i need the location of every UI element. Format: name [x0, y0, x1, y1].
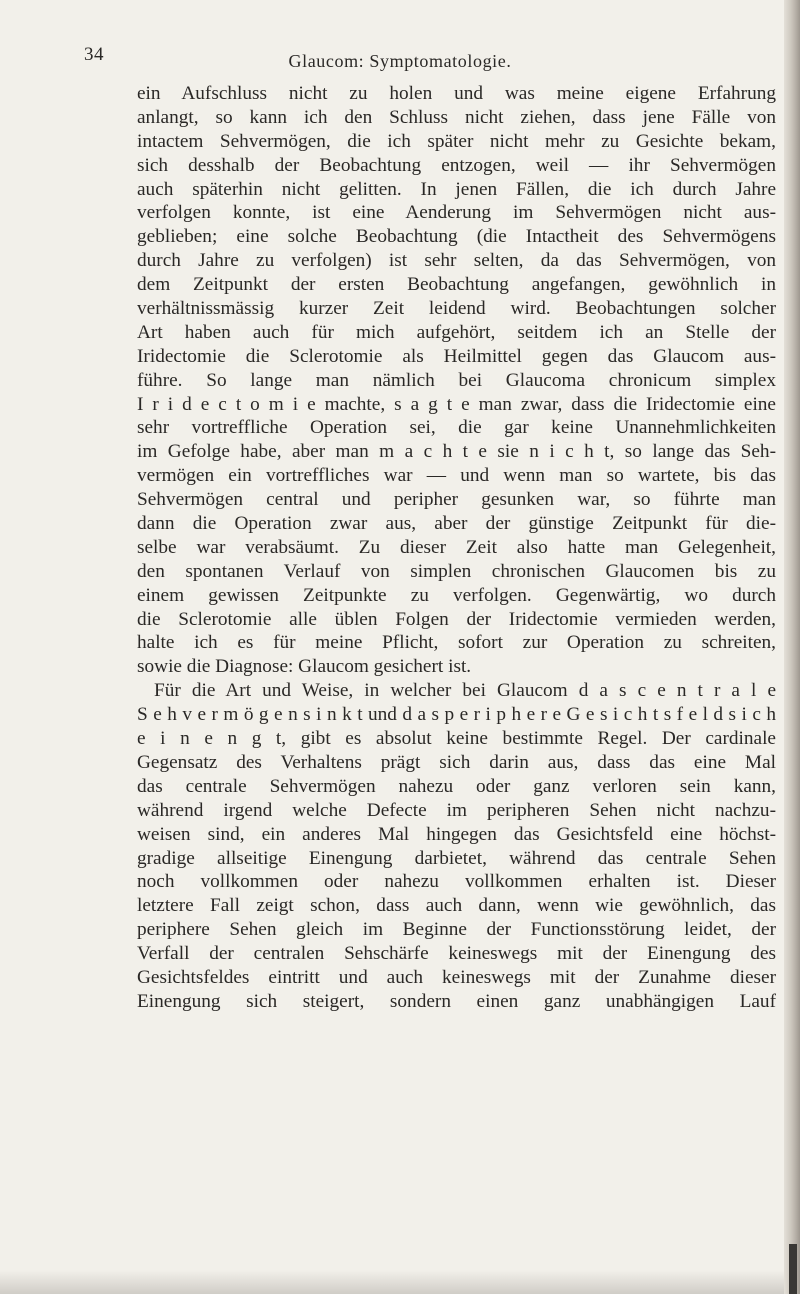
text-line: S e h v e r m ö g e n s i n k t und d a s p e r i p h e r e G e s i c h t s f e l d s i c h: [137, 704, 776, 726]
text-line: geblieben; eine solche Beobachtung (die Intactheit des Sehvermögens: [137, 226, 776, 248]
text-line: e i n e n g t, gibt es absolut keine bestimmte Regel. Der cardinale: [137, 728, 776, 750]
text-line: noch vollkommen oder nahezu vollkommen erhalten ist. Dieser: [137, 871, 776, 893]
text-line: führe. So lange man nämlich bei Glaucoma chronicum simplex: [137, 369, 776, 391]
text-line: Iridectomie die Sclerotomie als Heilmittel gegen das Glaucom aus-: [137, 345, 776, 367]
text-line: selbe war verabsäumt. Zu dieser Zeit also hatte man Gelegenheit,: [137, 536, 776, 558]
text-line: einem gewissen Zeitpunkte zu verfolgen. Gegenwärtig, wo durch: [137, 584, 776, 606]
text-line: Art haben auch für mich aufgehört, seitdem ich an Stelle der: [137, 321, 776, 343]
text-line: Verfall der centralen Sehschärfe keineswegs mit der Einengung des: [137, 943, 776, 965]
paragraph: [137, 679, 776, 1013]
text-line: halte ich es für meine Pflicht, sofort zur Operation zu schreiten,: [137, 632, 776, 654]
text-line: sich desshalb der Beobachtung entzogen, weil — ihr Sehvermögen: [137, 154, 776, 176]
text-line: während irgend welche Defecte im peripheren Sehen nicht nachzu-: [137, 799, 776, 821]
text-line: die Sclerotomie alle üblen Folgen der Iridectomie vermieden werden,: [137, 608, 776, 630]
text-line: durch Jahre zu verfolgen) ist sehr selten, da das Sehvermögen, von: [137, 250, 776, 272]
text-line: im Gefolge habe, aber man m a c h t e sie n i c h t, so lange das Seh-: [137, 441, 776, 463]
body-text: [137, 82, 776, 1014]
text-line: intactem Sehvermögen, die ich später nicht mehr zu Gesichte bekam,: [137, 130, 776, 152]
running-head: Glaucom: Symptomatologie.: [288, 51, 512, 71]
text-line: sowie die Diagnose: Glaucom gesichert ist.: [137, 656, 472, 678]
text-line: Gegensatz des Verhaltens prägt sich darin aus, dass das eine Mal: [137, 751, 776, 773]
text-line: Sehvermögen central und peripher gesunken war, so führte man: [137, 489, 776, 511]
page-bottom-shadow: [0, 1270, 784, 1294]
text-line: sehr vortreffliche Operation sei, die gar keine Unannehmlichkeiten: [137, 417, 776, 439]
text-line: Einengung sich steigert, sondern einen ganz unabhängigen Lauf: [137, 990, 776, 1012]
text-line: verfolgen konnte, ist eine Aenderung im Sehvermögen nicht aus-: [137, 202, 776, 224]
text-line: verhältnissmässig kurzer Zeit leidend wird. Beobachtungen solcher: [137, 298, 776, 320]
text-line: gradige allseitige Einengung darbietet, während das centrale Sehen: [137, 847, 776, 869]
page-number: 34: [84, 44, 104, 65]
text-line: dann die Operation zwar aus, aber der günstige Zeitpunkt für die-: [137, 513, 776, 535]
text-line: periphere Sehen gleich im Beginne der Functionsstörung leidet, der: [137, 919, 776, 941]
paragraph: [137, 82, 776, 679]
text-line: den spontanen Verlauf von simplen chronischen Glaucomen bis zu: [137, 560, 776, 582]
text-line: das centrale Sehvermögen nahezu oder ganz verloren sein kann,: [137, 775, 776, 797]
text-line: Gesichtsfeldes eintritt und auch keineswegs mit der Zunahme dieser: [137, 966, 776, 988]
text-line: anlangt, so kann ich den Schluss nicht ziehen, dass jene Fälle von: [137, 106, 776, 128]
text-line: vermögen ein vortreffliches war — und wenn man so wartete, bis das: [137, 465, 776, 487]
text-line: dem Zeitpunkt der ersten Beobachtung angefangen, gewöhnlich in: [137, 274, 776, 296]
page-edge: [784, 0, 800, 1294]
text-line: letztere Fall zeigt schon, dass auch dann, wenn wie gewöhnlich, das: [137, 895, 776, 917]
text-line: Für die Art und Weise, in welcher bei Glaucom d a s c e n t r a l e: [154, 680, 776, 702]
text-line: auch späterhin nicht gelitten. In jenen Fällen, die ich durch Jahre: [137, 178, 776, 200]
text-line: ein Aufschluss nicht zu holen und was meine eigene Erfahrung: [137, 83, 776, 104]
text-line: I r i d e c t o m i e machte, s a g t e man zwar, dass die Iridectomie eine: [137, 393, 776, 415]
text-line: weisen sind, ein anderes Mal hingegen das Gesichtsfeld eine höchst-: [137, 823, 776, 845]
edge-mark: [789, 1244, 797, 1294]
